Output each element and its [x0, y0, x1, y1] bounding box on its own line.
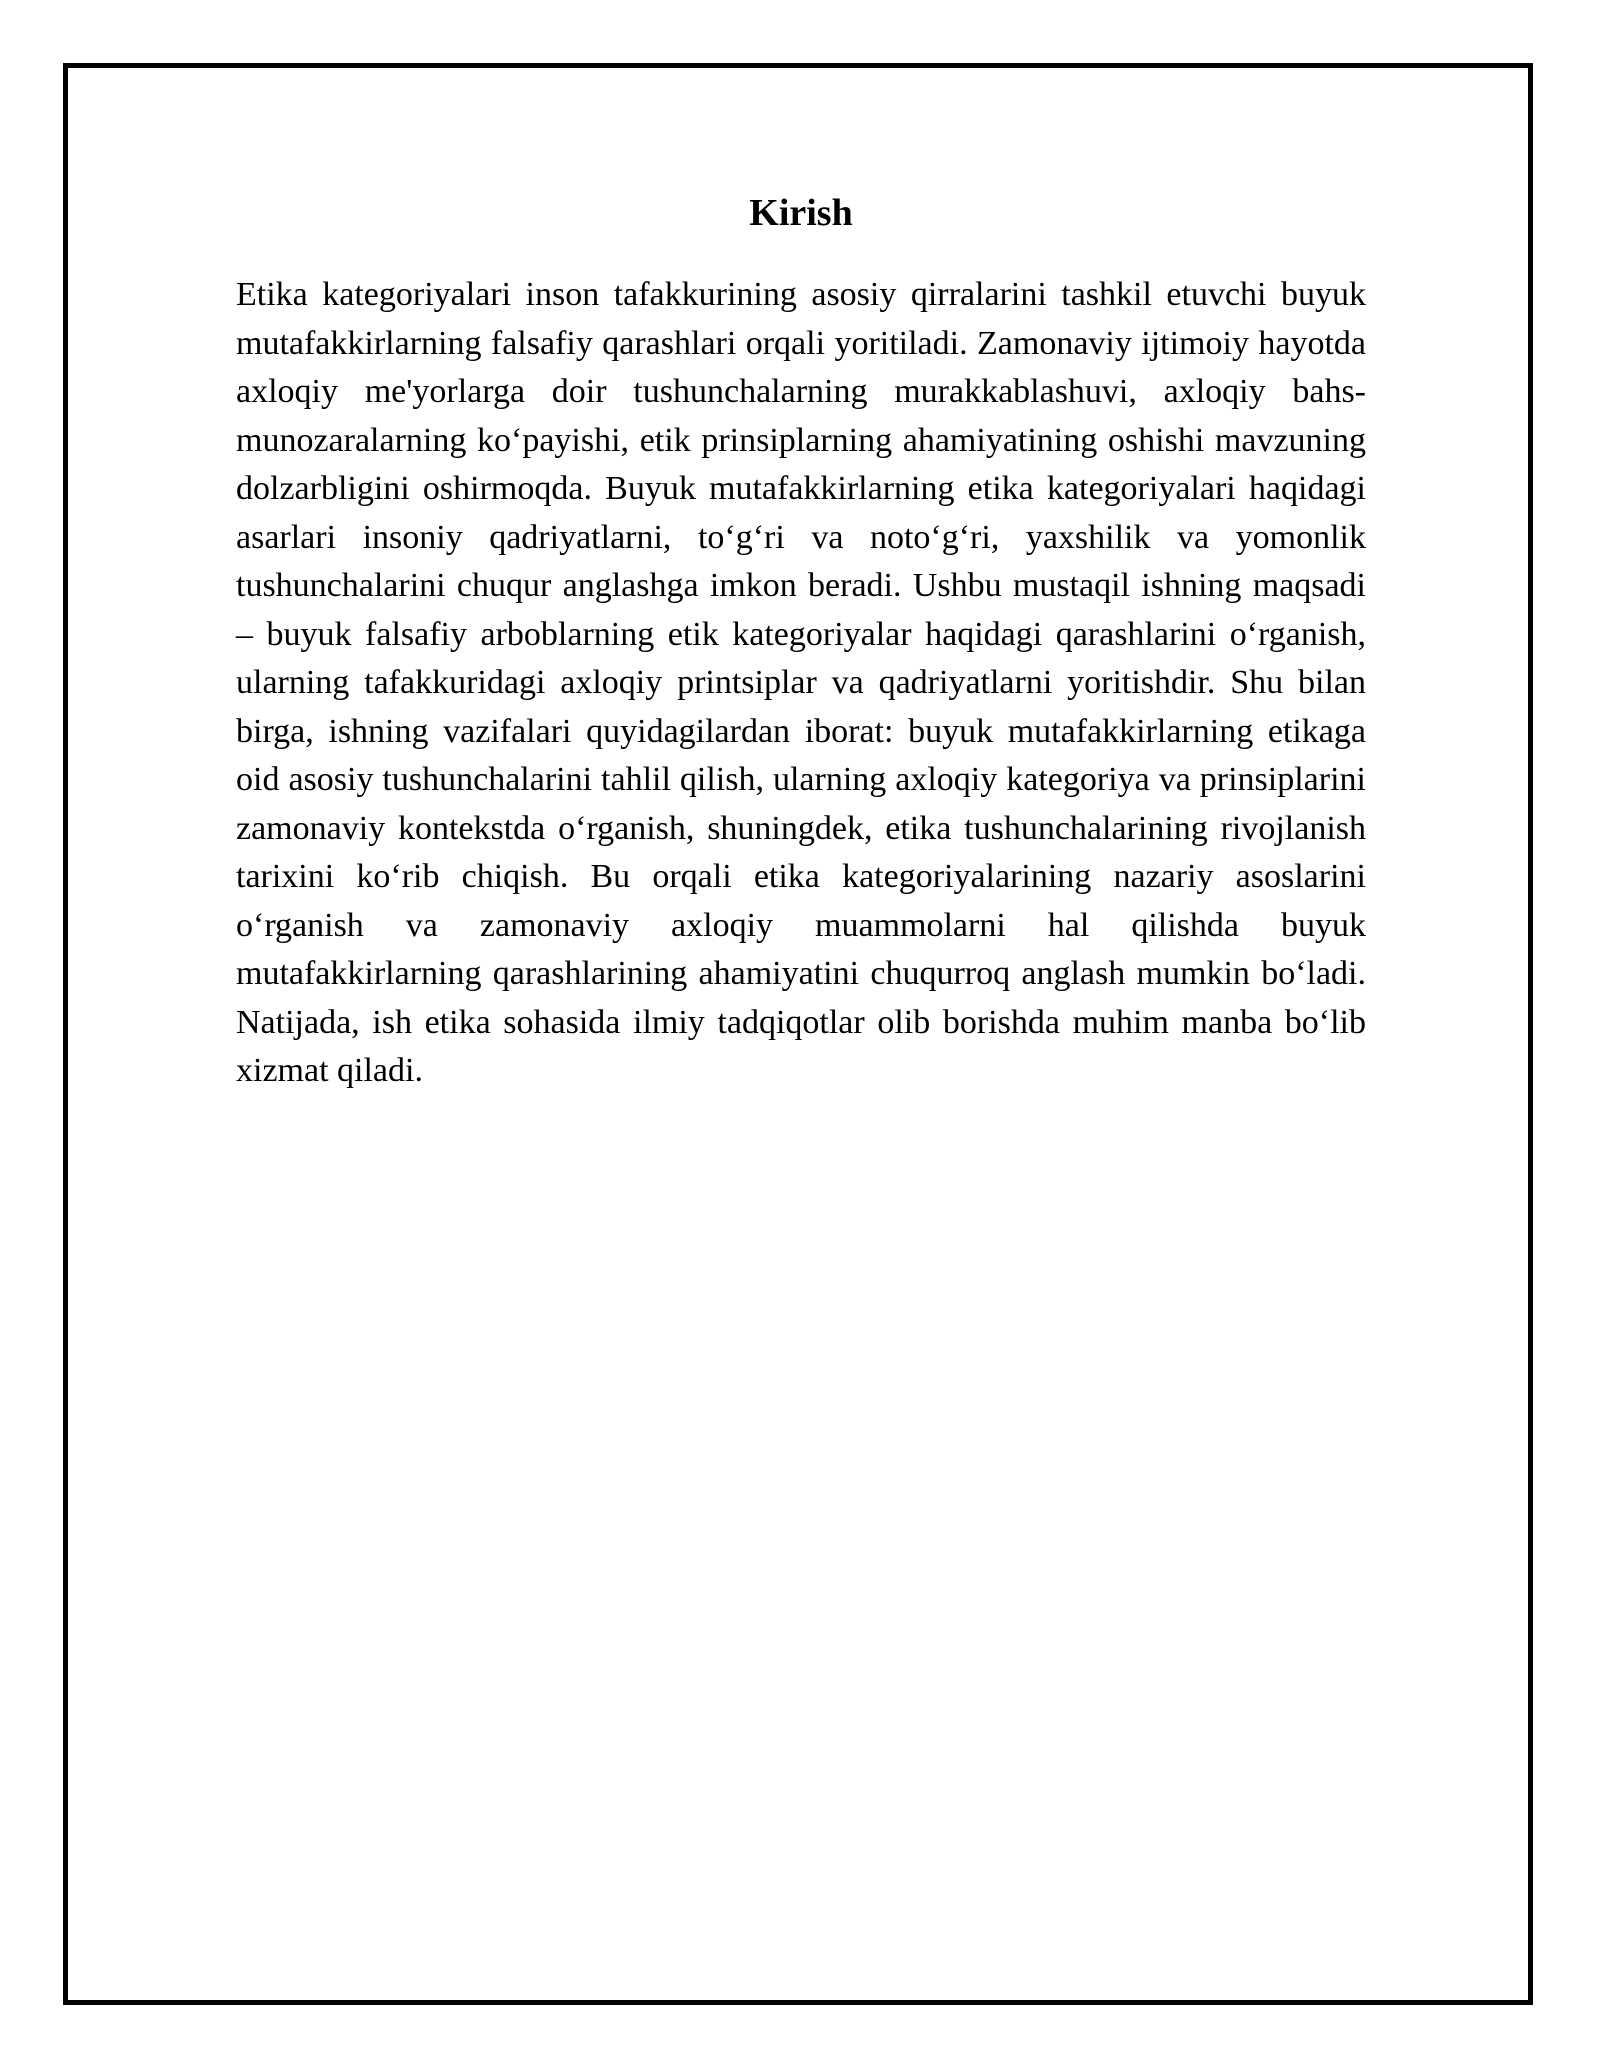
document-title: Kirish: [749, 192, 853, 234]
document-body: [236, 185, 1366, 1096]
introduction-paragraph: Etika kategoriyalari inson tafakkurining asosiy qirralarini tashkil etuvchi buyuk mutafakkirlarning falsafiy qarashlari orqali yoritiladi. Zamonaviy ijtimoiy hayotda axloqiy me'yorlarga doir tushunchalarning murakkablashuvi, axloqiy bahs-munozaralarning koʻpayishi, etik prinsiplarning ahamiyatining oshishi mavzuning dolzarbligini oshirmoqda. Buyuk mutafakkirlarning etika kategoriyalari haqidagi asarlari insoniy qadriyatlarni, toʻgʻri va notoʻgʻri, yaxshilik va yomonlik tushunchalarini chuqur anglashga imkon beradi. Ushbu mustaqil ishning maqsadi – buyuk falsafiy arboblarning etik kategoriyalar haqidagi qarashlarini oʻrganish, ularning tafakkuridagi axloqiy printsiplar va qadriyatlarni yoritishdir. Shu bilan birga, ishning vazifalari quyidagilardan iborat: buyuk mutafakkirlarning etikaga oid asosiy tushunchalarini tahlil qilish, ularning axloqiy kategoriya va prinsiplarini zamonaviy kontekstda oʻrganish, shuningdek, etika tushunchalarining rivojlanish tarixini koʻrib chiqish. Bu orqali etika kategoriyalarining nazariy asoslarini oʻrganish va zamonaviy axloqiy muammolarni hal qilishda buyuk mutafakkirlarning qarashlarining ahamiyatini chuqurroq anglash mumkin boʻladi. Natijada, ish etika sohasida ilmiy tadqiqotlar olib borishda muhim manba boʻlib xizmat qiladi.: [236, 276, 1366, 1089]
